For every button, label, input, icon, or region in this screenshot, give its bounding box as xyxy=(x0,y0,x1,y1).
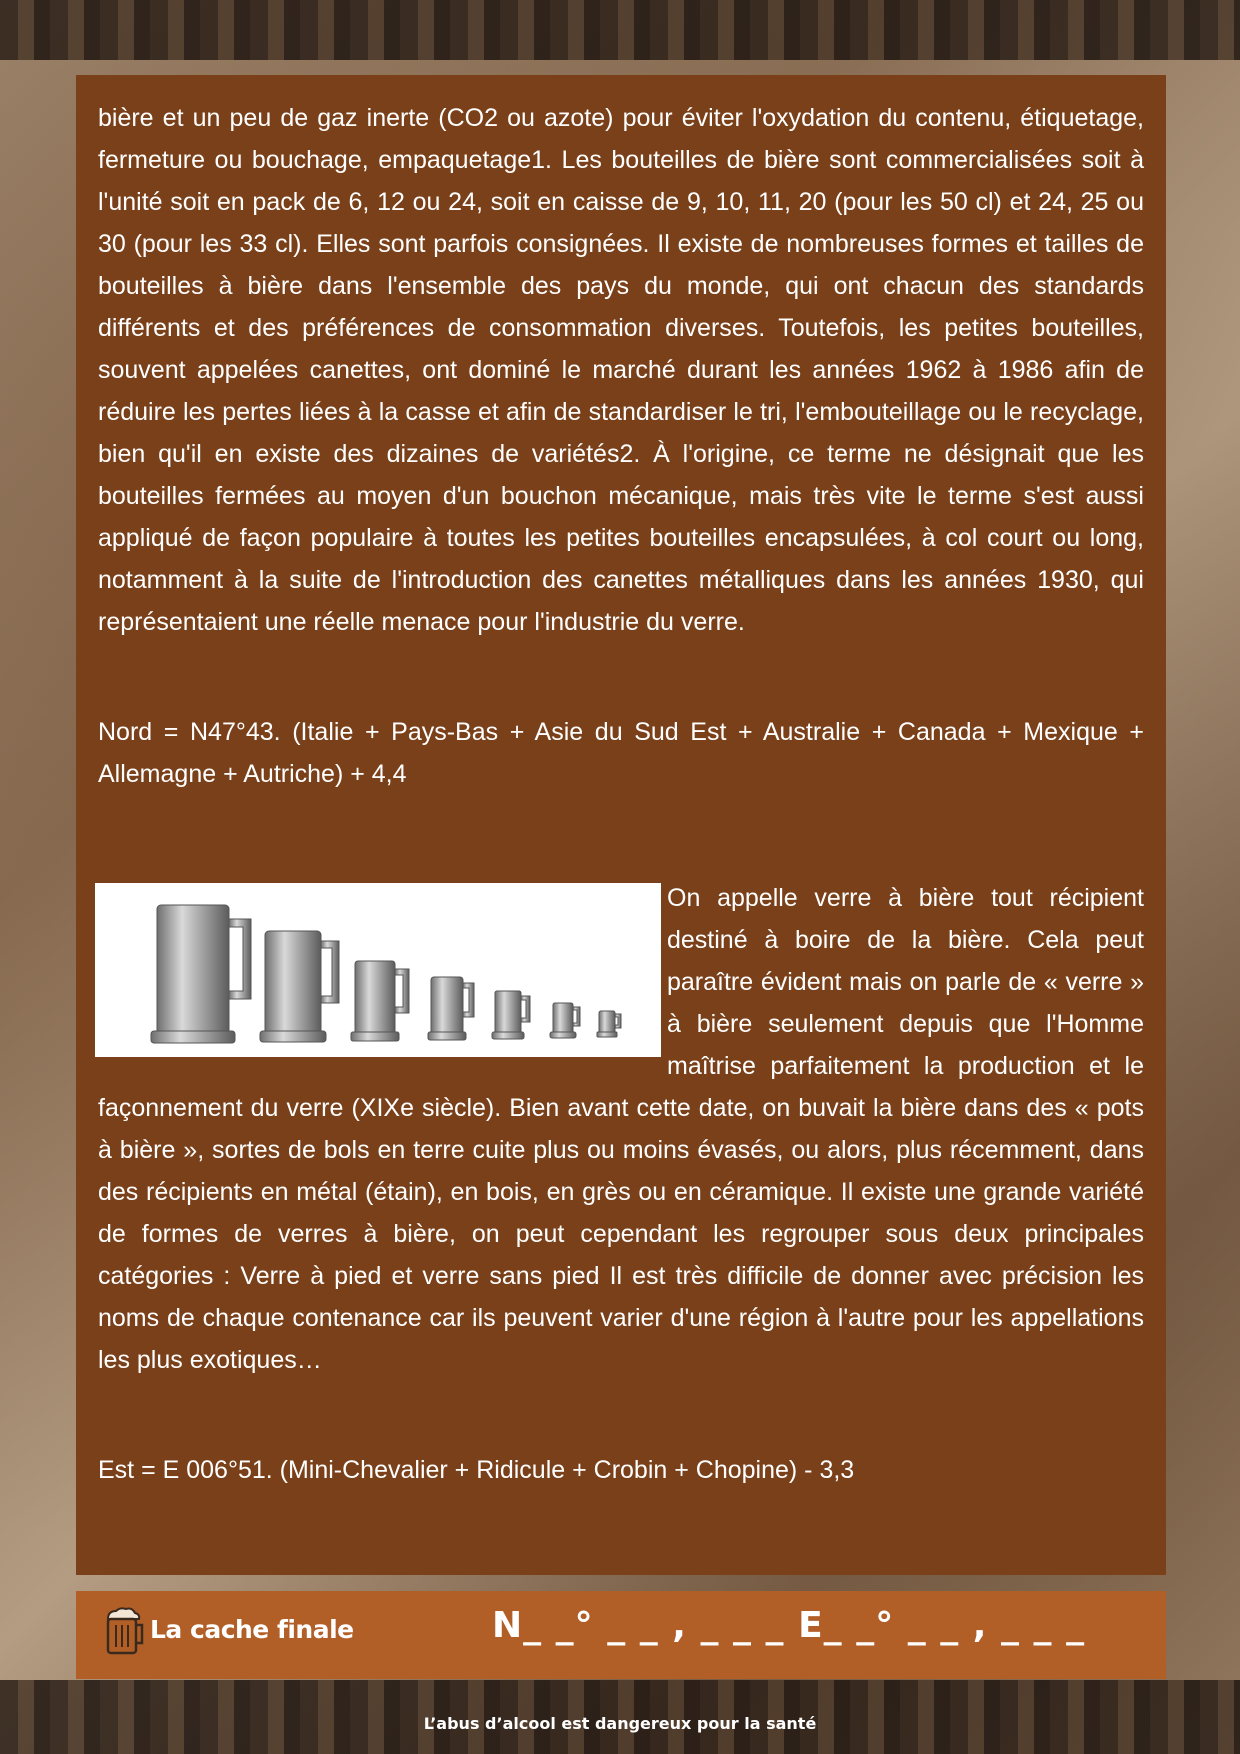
paragraph-beer-glasses: On appelle verre à bière tout récipient destiné à boire de la bière. Cela peut paraître évident mais on parle de « verre » à bière seulement depuis que l'Homme maîtrise parfaitement la production et le façonnement du verre (XIXe siècle). Bien avant cette date, on buvait la bière dans des « pots à bière », sortes de bols en terre cuite plus ou moins évasés, ou alors, plus récemment, dans des récipients en métal (étain), en bois, en grès ou en céramique. Il existe une grande variété de formes de verres à bière, on peut cependant les regrouper sous deux principales catégories : Verre à pied et verre sans pied Il est très difficile de donner avec précision les noms de chaque contenance car ils peuvent varier d'une région à l'autre pour les appellations les plus exotiques… xyxy=(98,884,1144,1374)
mug-6 xyxy=(550,1003,580,1038)
final-cache-title: La cache finale xyxy=(150,1615,354,1644)
decorative-border-top xyxy=(0,0,1240,60)
mug-4 xyxy=(428,977,474,1040)
pewter-mugs-image xyxy=(95,883,661,1057)
beer-mug-icon xyxy=(102,1607,146,1662)
mug-2 xyxy=(260,931,339,1042)
paragraph-bottles: bière et un peu de gaz inerte (CO2 ou azote) pour éviter l'oxydation du contenu, étiquetage, fermeture ou bouchage, empaquetage1. Les bouteilles de bière sont commercialisées soit à l'unité soit en pack de 6, 12 ou 24, soit en caisse de 9, 10, 11, 20 (pour les 50 cl) et 24, 25 ou 30 (pour les 33 cl). Elles sont parfois consignées. Il existe de nombreuses formes et tailles de bouteilles à bière dans l'ensemble des pays du monde, qui ont chacun des standards différents et des préférences de consommation diverses. Toutefois, les petites bouteilles, souvent appelées canettes, ont dominé le marché durant les années 1962 à 1986 afin de réduire les pertes liées à la casse et afin de standardiser le tri, l'embouteillage ou le recyclage, bien qu'il en existe des dizaines de variétés2. À l'origine, ce terme ne désignait que les bouteilles fermées au moyen d'un bouchon mécanique, mais très vite le terme s'est aussi appliqué de façon populaire à toutes les petites bouteilles encapsulées, à col court ou long, notamment à la suite de l'introduction des canettes métalliques dans les années 1930, qui représentaient une réelle menace pour l'industrie du verre. xyxy=(98,104,1144,636)
mug-3 xyxy=(351,961,409,1041)
article-panel xyxy=(76,75,1166,1575)
final-coordinates: N_ _° _ _ , _ _ _ E_ _° _ _ , _ _ _ xyxy=(492,1605,1086,1646)
mug-5 xyxy=(492,991,530,1039)
alcohol-warning: L’abus d’alcool est dangereux pour la santé xyxy=(423,1714,817,1733)
mug-7 xyxy=(597,1011,621,1037)
mug-1 xyxy=(151,905,251,1043)
final-cache-bar xyxy=(76,1591,1166,1679)
clue-east: Est = E 006°51. (Mini-Chevalier + Ridicule + Crobin + Chopine) - 3,3 xyxy=(98,1456,855,1484)
clue-north: Nord = N47°43. (Italie + Pays-Bas + Asie du Sud Est + Australie + Canada + Mexique + Allemagne + Autriche) + 4,4 xyxy=(98,718,1144,788)
